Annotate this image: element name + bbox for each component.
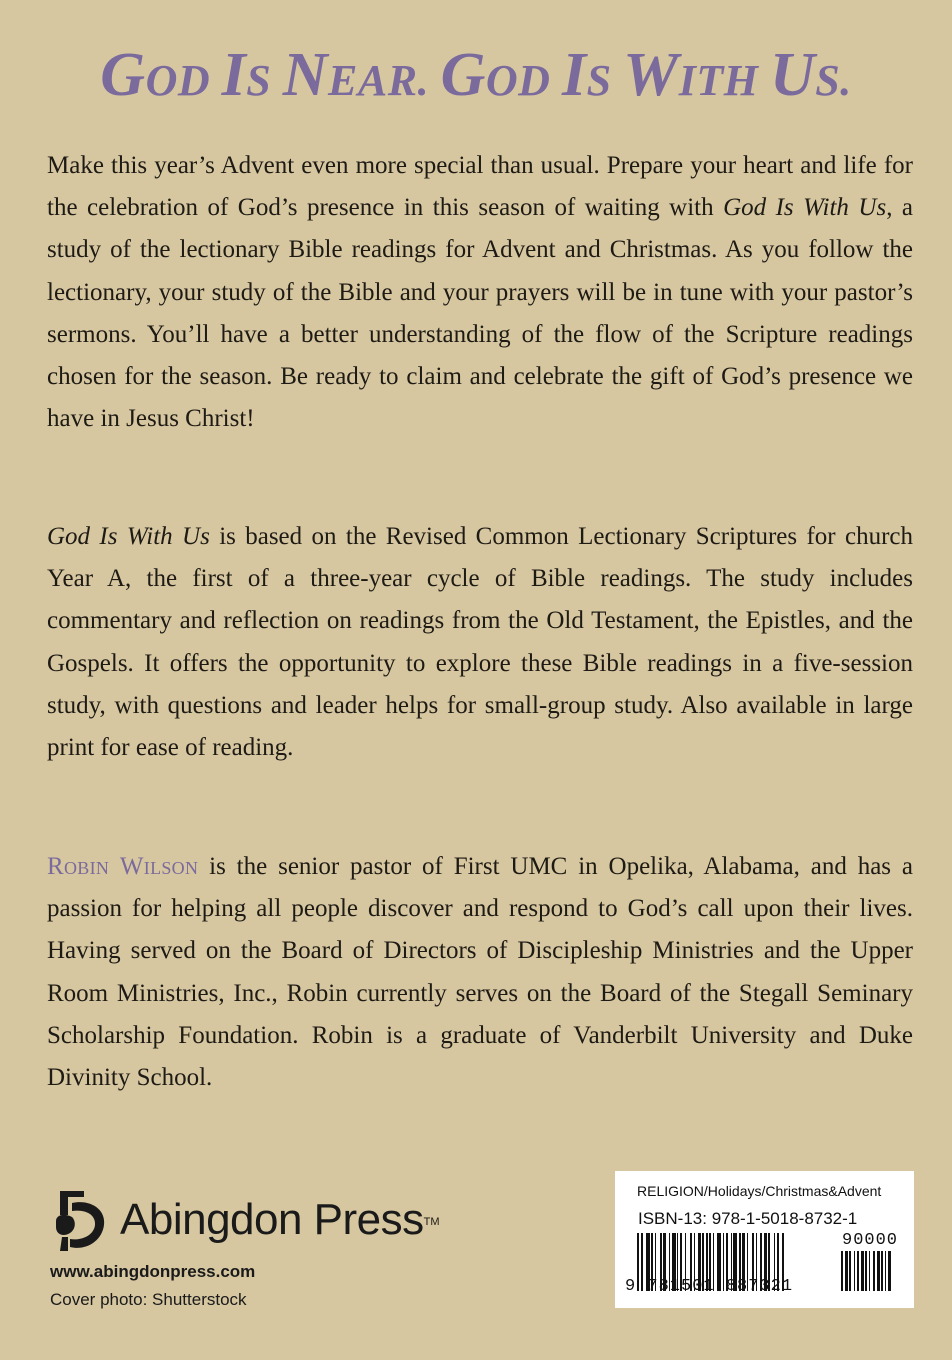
author-bio-paragraph bbox=[47, 846, 913, 1099]
headline bbox=[0, 40, 952, 111]
barcode-bar bbox=[869, 1251, 870, 1291]
headline-letters: S. bbox=[815, 56, 852, 105]
publisher-website: www.abingdonpress.com bbox=[50, 1262, 256, 1281]
barcode-bar bbox=[877, 1251, 880, 1291]
barcode-bar bbox=[885, 1251, 886, 1291]
headline-letter: U bbox=[769, 41, 816, 109]
headline-letter: G bbox=[100, 41, 146, 109]
bisac-category: RELIGION/Holidays/Christmas&Advent bbox=[637, 1183, 882, 1199]
abingdon-logo-icon bbox=[46, 1185, 116, 1255]
description-text: , a study of the lectionary Bible readings for Advent and Christmas. As you follow the lectionary, your study of the Bible and your prayers will be in tune with your pastor’s sermons. You’ll have a better understanding of the flow of the Scripture readings chosen for the season. Be ready to claim and celebrate the gift of God’s presence we have in Jesus Christ! bbox=[47, 194, 913, 433]
headline-letters: OD bbox=[485, 56, 562, 105]
headline-letter: I bbox=[221, 41, 247, 109]
headline-letters: S bbox=[586, 56, 624, 105]
publisher-name: Abingdon Press bbox=[120, 1195, 424, 1244]
author-name: Robin Wilson bbox=[47, 853, 199, 880]
barcode-bar bbox=[849, 1251, 851, 1291]
cover-photo-credit: Cover photo: Shutterstock bbox=[50, 1290, 247, 1309]
barcode-bar bbox=[841, 1251, 843, 1291]
barcode-bar bbox=[865, 1251, 867, 1291]
headline-letters: S bbox=[246, 56, 283, 105]
headline-letters: EAR. bbox=[328, 56, 441, 105]
barcode-bar bbox=[854, 1251, 855, 1291]
barcode-digits: 9 781501 887321 bbox=[625, 1277, 794, 1296]
headline-letters: ITH bbox=[678, 56, 770, 105]
study-text: is based on the Revised Common Lectionary Scriptures for church Year A, the first of a three-year cycle of Bible readings. The study includes commentary and reflection on readings from the Old Testament, the Epistles, and the Gospels. It offers the opportunity to explore these Bible readings in a five-session study, with questions and leader helps for small-group study. Also available in large print for ease of reading. bbox=[47, 523, 914, 762]
headline-letter: W bbox=[623, 41, 679, 109]
barcode-bar bbox=[861, 1251, 864, 1291]
price-code: 90000 bbox=[842, 1231, 899, 1250]
barcode-box bbox=[615, 1171, 914, 1308]
description-paragraph bbox=[47, 145, 913, 440]
barcode-bar bbox=[873, 1251, 875, 1291]
headline-letter: G bbox=[440, 41, 486, 109]
headline-letter: I bbox=[561, 41, 587, 109]
book-title: God Is With Us bbox=[723, 194, 887, 222]
study-paragraph bbox=[47, 516, 913, 769]
author-bio-text: is the senior pastor of First UMC in Opelika, Alabama, and has a passion for helping all people discover and respond to God’s call upon their lives. Having served on the Board of Directors of Discipleship Ministries and the Upper Room Ministries, Inc., Robin currently serves on the Board of the Stegall Seminary Scholarship Foundation. Robin is a graduate of Vanderbilt University and Duke Divinity School. bbox=[47, 853, 913, 1092]
barcode-bar bbox=[857, 1251, 859, 1291]
description-text: Make this year’s Advent even more special than usual. Prepare your heart and life for the celebration of God’s presence in this season of waiting with bbox=[47, 152, 913, 222]
book-title: God Is With Us bbox=[47, 523, 210, 550]
headline-letters: OD bbox=[145, 56, 222, 105]
addon-barcode bbox=[841, 1251, 901, 1291]
barcode-bar bbox=[888, 1251, 891, 1291]
publisher-logo bbox=[46, 1185, 440, 1255]
trademark-mark: TM bbox=[423, 1216, 440, 1228]
barcode-bar bbox=[881, 1251, 883, 1291]
barcode-bar bbox=[845, 1251, 848, 1291]
headline-letter: N bbox=[282, 41, 329, 109]
isbn-label: ISBN-13: 978-1-5018-8732-1 bbox=[638, 1209, 858, 1228]
